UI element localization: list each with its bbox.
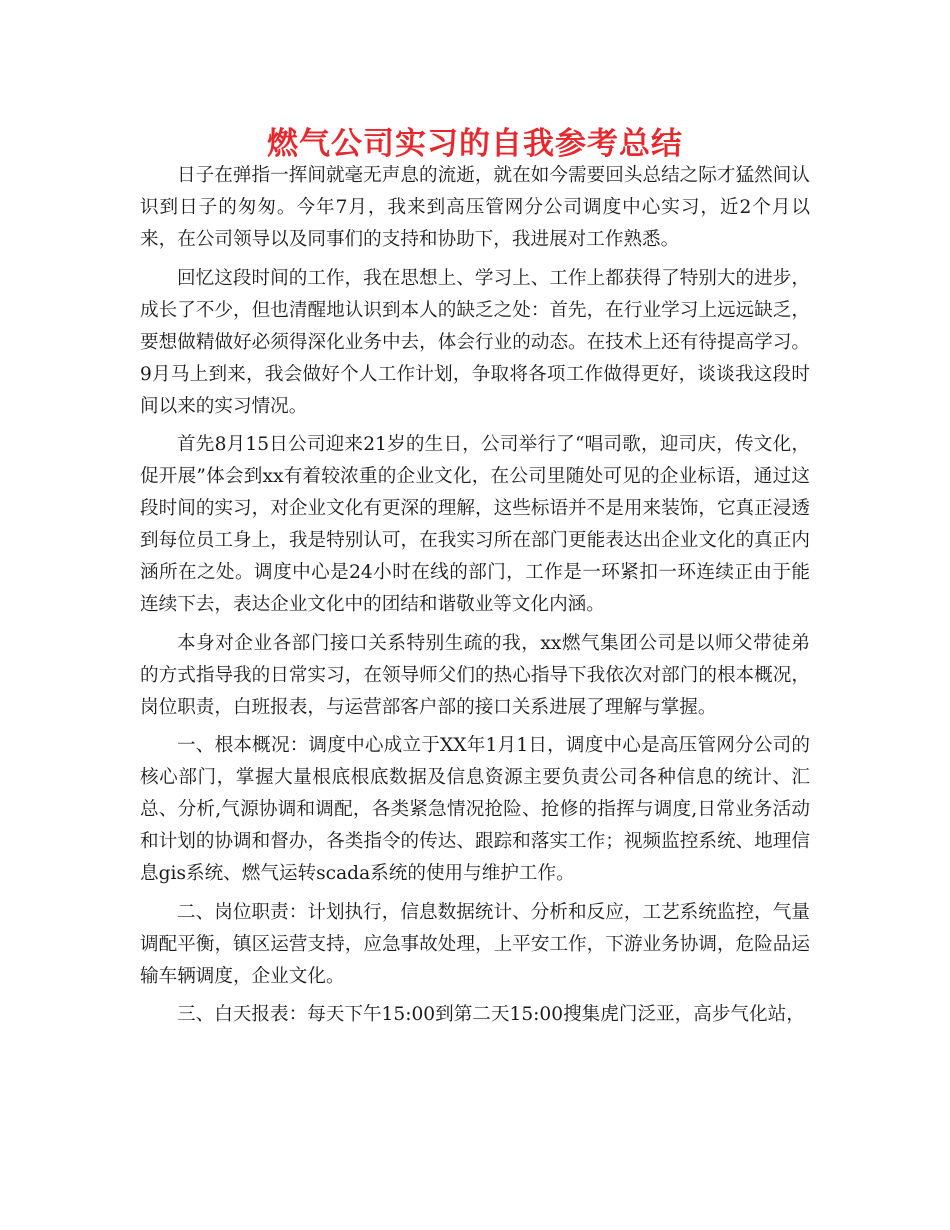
paragraph-review: 回忆这段时间的工作，我在思想上、学习上、工作上都获得了特别大的进步，成长了不少，但也清醒地认识到本人的缺乏之处：首先，在行业学习上远远缺乏，要想做精做好必须得深化业务中去，体会行业的动态。在技术上还有待提高学习。9月马上到来，我会做好个人工作计划，争取将各项工作做得更好，谈谈我这段时间以来的实习情况。 <box>140 267 810 417</box>
paragraph-intro: 日子在弹指一挥间就毫无声息的流逝，就在如今需要回头总结之际才猛然间认识到日子的匆匆。今年7月，我来到高压管网分公司调度中心实习，近2个月以来，在公司领导以及同事们的支持和协助下，我进展对工作熟悉。 <box>140 165 810 250</box>
paragraph-mentoring: 本身对企业各部门接口关系特别生疏的我，xx燃气集团公司是以师父带徒弟的方式指导我的日常实习，在领导师父们的热心指导下我依次对部门的根本概况，岗位职责，白班报表，与运营部客户部的接口关系进展了理解与掌握。 <box>140 632 810 718</box>
document-title: 燃气公司实习的自我参考总结 <box>267 126 683 162</box>
paragraph-duties: 二、岗位职责：计划执行，信息数据统计、分析和反应，工艺系统监控，气量调配平衡，镇区运营支持，应急事故处理，上平安工作，下游业务协调，危险品运输车辆调度，企业文化。 <box>140 901 810 987</box>
document-body <box>140 160 810 1038</box>
paragraph-overview: 一、根本概况：调度中心成立于XX年1月1日，调度中心是高压管网分公司的核心部门，掌握大量根底根底数据及信息资源主要负责公司各种信息的统计、汇总、分析,气源协调和调配，各类紧急情况抢险、抢修的指挥与调度,日常业务活动和计划的协调和督办，各类指令的传达、跟踪和落实工作；视频监控系统、地理信息gis系统、燃气运转scada系统的使用与维护工作。 <box>140 735 810 884</box>
paragraph-culture: 首先8月15日公司迎来21岁的生日，公司举行了“唱司歌，迎司庆，传文化，促开展”体会到xx有着较浓重的企业文化，在公司里随处可见的企业标语，通过这段时间的实习，对企业文化有更深的理解，这些标语并不是用来装饰，它真正浸透到每位员工身上，我是特别认可，在我实习所在部门更能表达出企业文化的真正内涵所在之处。调度中心是24小时在线的部门，工作是一环紧扣一环连续正由于能连续下去，表达企业文化中的团结和谐敬业等文化内涵。 <box>140 434 810 615</box>
paragraph-daily-report: 三、白天报表：每天下午15:00到第二天15:00搜集虎门泛亚，高步气化站， <box>177 1004 805 1025</box>
